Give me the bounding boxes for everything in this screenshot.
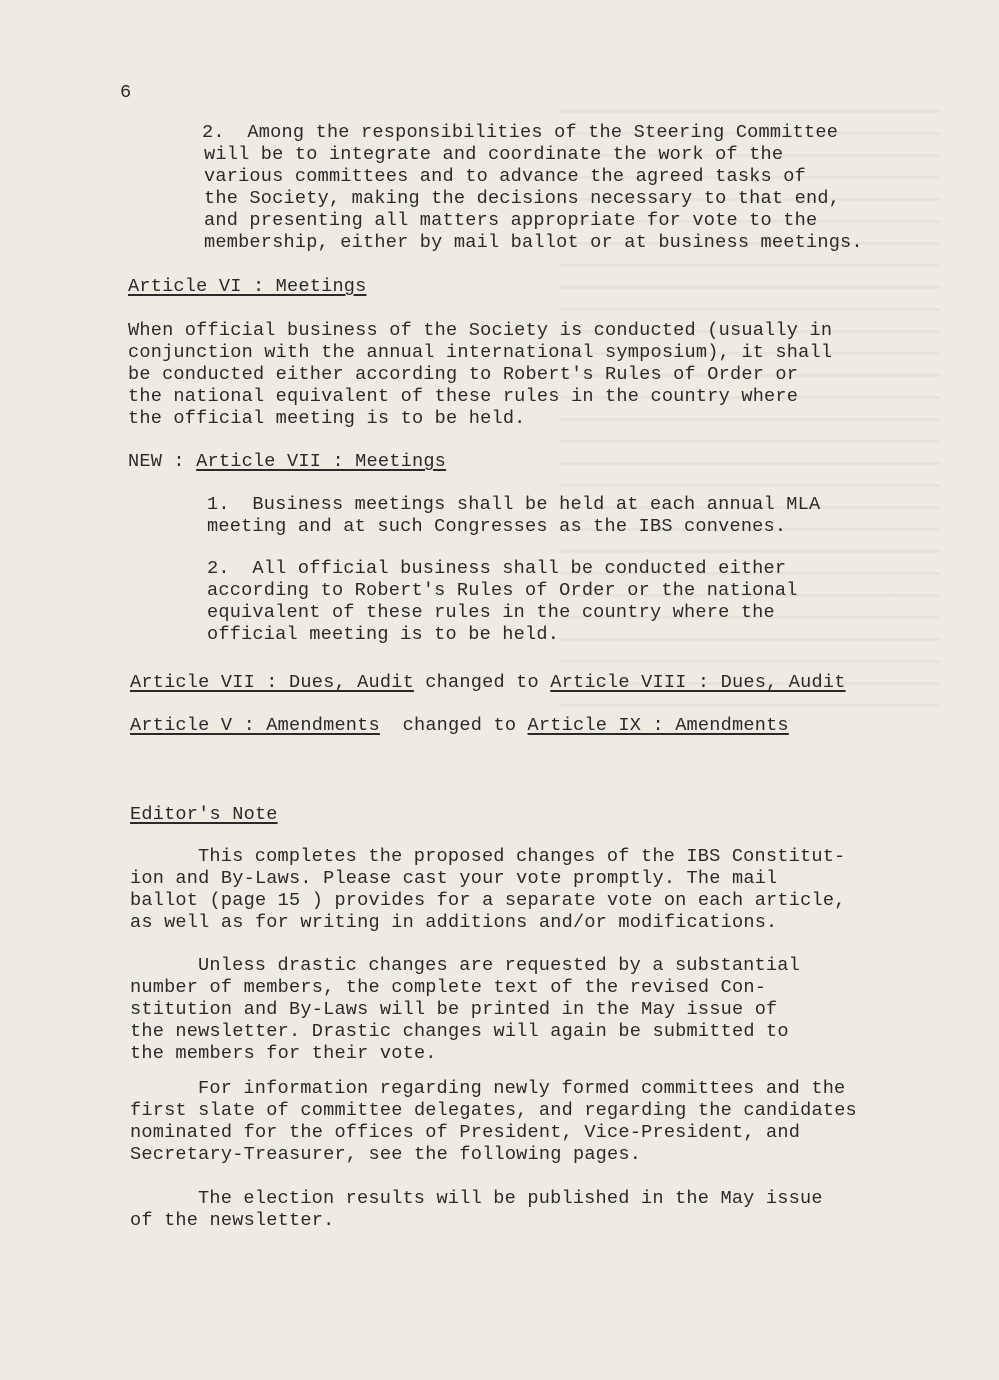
- change-word: changed to: [379, 715, 528, 736]
- text-line: be conducted either according to Robert's Rules of Order or: [128, 364, 799, 385]
- text-line: the Society, making the decisions necessary to that end,: [204, 188, 841, 209]
- text-line: as well as for writing in additions and/or modifications.: [130, 912, 778, 933]
- change-line-amendments: [130, 715, 789, 737]
- change-from: Article V : Amendments: [130, 715, 380, 736]
- text-line: various committees and to advance the agreed tasks of: [204, 166, 806, 187]
- text-line: meeting and at such Congresses as the IBS convenes.: [207, 516, 787, 537]
- editors-note-heading: Editor's Note: [130, 804, 278, 825]
- new-label: NEW :: [128, 451, 197, 472]
- text-line: stitution and By-Laws will be printed in the May issue of: [130, 999, 778, 1020]
- text-line: and presenting all matters appropriate for vote to the: [204, 210, 818, 231]
- text-line: will be to integrate and coordinate the work of the: [204, 144, 784, 165]
- text-line: 2. Among the responsibilities of the Steering Committee: [202, 122, 839, 143]
- page-number: 6: [120, 82, 132, 103]
- text-line: official meeting is to be held.: [207, 624, 560, 645]
- text-line: first slate of committee delegates, and regarding the candidates: [130, 1100, 857, 1121]
- article-vi-heading: Article VI : Meetings: [128, 276, 367, 297]
- text-line: membership, either by mail ballot or at business meetings.: [204, 232, 863, 253]
- text-line: Unless drastic changes are requested by a substantial: [198, 955, 800, 976]
- text-line: nominated for the offices of President, Vice-President, and: [130, 1122, 801, 1143]
- text-line: 2. All official business shall be conducted either: [207, 558, 787, 579]
- text-line: ballot (page 15 ) provides for a separate vote on each article,: [130, 890, 846, 911]
- text-line: 1. Business meetings shall be held at each annual MLA: [207, 494, 821, 515]
- text-line: This completes the proposed changes of the IBS Constitut-: [198, 846, 846, 867]
- change-to: Article VIII : Dues, Audit: [550, 672, 846, 693]
- text-line: the official meeting is to be held.: [128, 408, 526, 429]
- text-line: according to Robert's Rules of Order or the national: [207, 580, 798, 601]
- text-line: the newsletter. Drastic changes will again be submitted to: [130, 1021, 789, 1042]
- change-from: Article VII : Dues, Audit: [130, 672, 414, 693]
- text-line: When official business of the Society is conducted (usually in: [128, 320, 833, 341]
- text-line: of the newsletter.: [130, 1210, 335, 1231]
- text-line: the members for their vote.: [130, 1043, 437, 1064]
- change-line-dues: [130, 672, 846, 694]
- text-line: conjunction with the annual international symposium), it shall: [128, 342, 833, 363]
- article-vii-heading: Article VII : Meetings: [196, 451, 447, 472]
- change-to: Article IX : Amendments: [527, 715, 789, 736]
- change-word: changed to: [413, 672, 551, 693]
- text-line: For information regarding newly formed committees and the: [198, 1078, 846, 1099]
- text-line: number of members, the complete text of the revised Con-: [130, 977, 767, 998]
- text-line: Secretary-Treasurer, see the following pages.: [130, 1144, 642, 1165]
- text-line: equivalent of these rules in the country where the: [207, 602, 775, 623]
- text-line: The election results will be published in the May issue: [198, 1188, 823, 1209]
- article-vii-heading-line: [128, 451, 446, 473]
- text-line: the national equivalent of these rules in the country where: [128, 386, 799, 407]
- text-line: ion and By-Laws. Please cast your vote promptly. The mail: [130, 868, 778, 889]
